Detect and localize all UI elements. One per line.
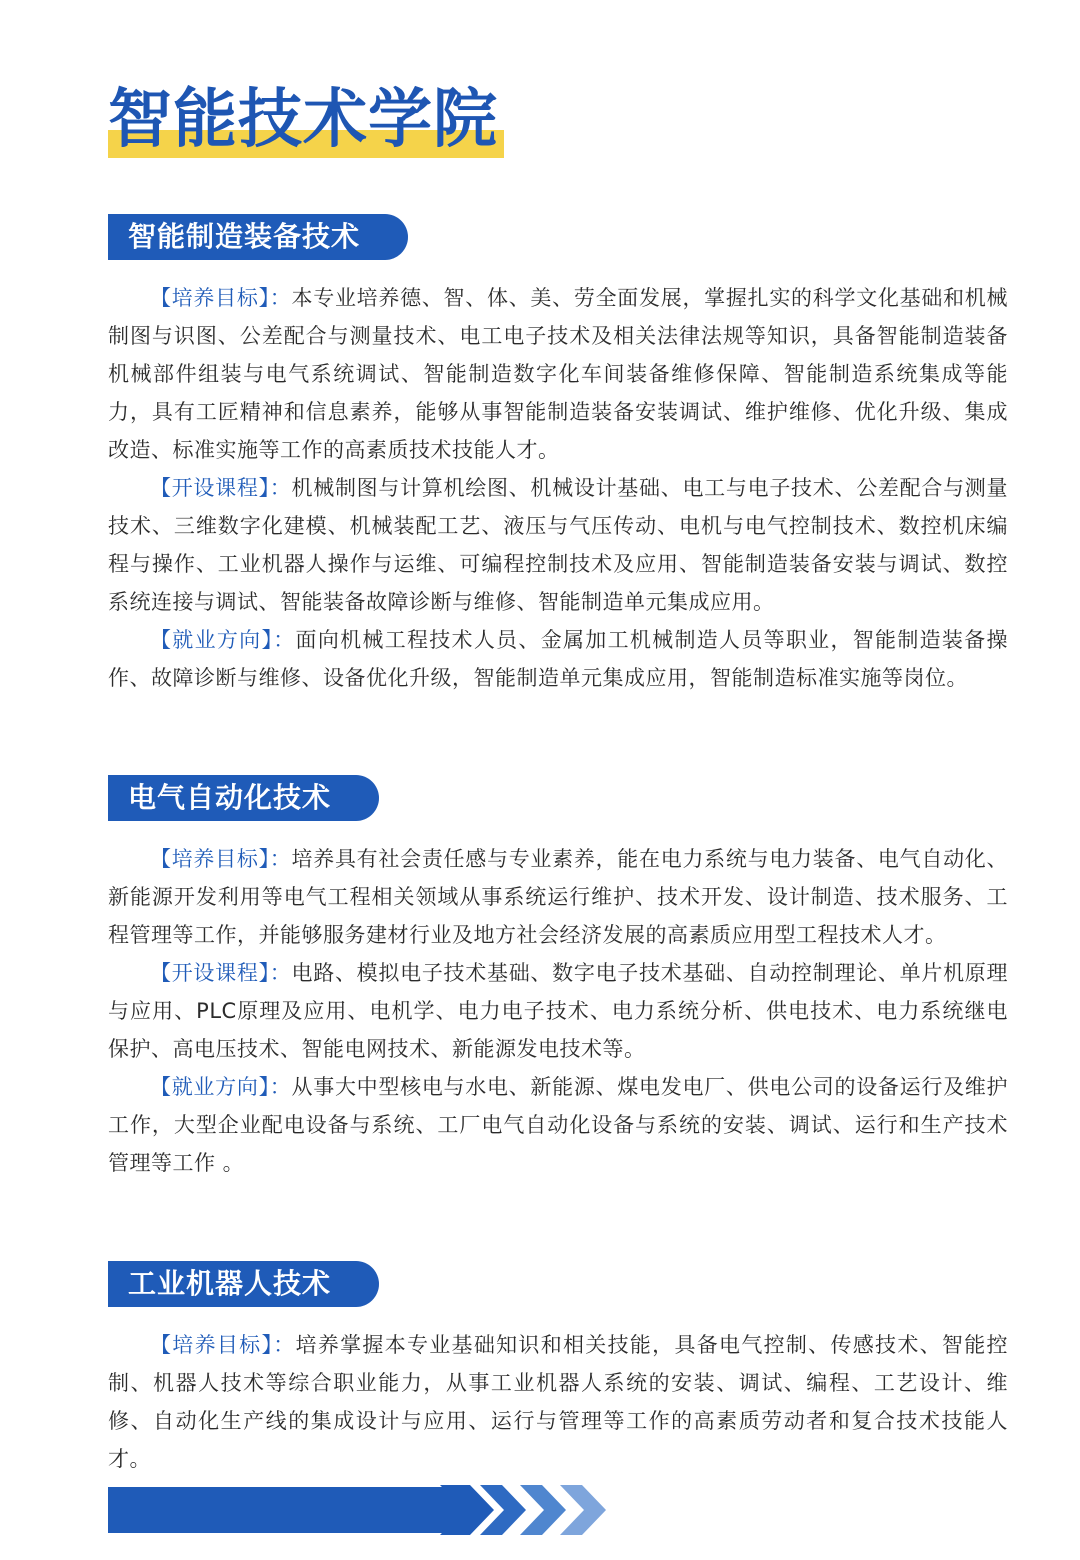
paragraph-text: 培养掌握本专业基础知识和相关技能，具备电气控制、传感技术、智能控制、机器人技术等综合职业能力，从事工业机器人系统的安装、调试、编程、工艺设计、维修、自动化生产线的集成设计与应用、运行与管理等工作的高素质劳动者和复合技术技能人才。 — [108, 1333, 1009, 1471]
paragraph-label: 【开设课程】： — [150, 476, 292, 500]
paragraph-text: 机械制图与计算机绘图、机械设计基础、电工与电子技术、公差配合与测量技术、三维数字化建模、机械装配工艺、液压与气压传动、电机与电气控制技术、数控机床编程与操作、工业机器人操作与运维、可编程控制技术及应用、智能制造装备安装与调试、数控系统连接与调试、智能装备故障诊断与维修、智能制造单元集成应用。 — [108, 476, 1009, 614]
paragraph-careers — [108, 1068, 1008, 1182]
paragraph-courses — [108, 469, 1008, 621]
paragraph-text: 电路、模拟电子技术基础、数字电子技术基础、自动控制理论、单片机原理与应用、PLC原理及应用、电机学、电力电子技术、电力系统分析、供电技术、电力系统继电保护、高电压技术、智能电网技术、新能源发电技术等。 — [108, 961, 1009, 1061]
page-title: 智能技术学院 — [108, 83, 498, 157]
section-intelligent-manufacturing — [108, 214, 1008, 697]
section-body — [108, 840, 1008, 1182]
section-title: 电气自动化技术 — [108, 775, 379, 821]
paragraph-courses — [108, 954, 1008, 1068]
chevron-arrow-icon — [560, 1485, 606, 1535]
paragraph-text: 面向机械工程技术人员、金属加工机械制造人员等职业，智能制造装备操作、故障诊断与维修、设备优化升级，智能制造单元集成应用，智能制造标准实施等岗位。 — [108, 628, 1009, 690]
paragraph-text: 从事大中型核电与水电、新能源、煤电发电厂、供电公司的设备运行及维护工作，大型企业配电设备与系统、工厂电气自动化设备与系统的安装、调试、运行和生产技术管理等工作 。 — [108, 1075, 1009, 1175]
paragraph-label: 【就业方向】： — [150, 628, 296, 652]
section-title: 智能制造装备技术 — [108, 214, 408, 260]
paragraph-text: 本专业培养德、智、体、美、劳全面发展，掌握扎实的科学文化基础和机械制图与识图、公差配合与测量技术、电工电子技术及相关法律法规等知识，具备智能制造装备机械部件组装与电气系统调试、智能制造数字化车间装备维修保障、智能制造系统集成等能力，具有工匠精神和信息素养，能够从事智能制造装备安装调试、维护维修、优化升级、集成改造、标准实施等工作的高素质技术技能人才。 — [108, 286, 1009, 462]
paragraph-label: 【就业方向】： — [150, 1075, 292, 1099]
footer-bar — [108, 1487, 470, 1533]
paragraph-training-goal — [108, 1326, 1008, 1478]
paragraph-label: 【培养目标】： — [150, 1333, 296, 1357]
paragraph-text: 培养具有社会责任感与专业素养，能在电力系统与电力装备、电气自动化、新能源开发利用等电气工程相关领域从事系统运行维护、技术开发、设计制造、技术服务、工程管理等工作，并能够服务建材行业及地方社会经济发展的高素质应用型工程技术人才。 — [108, 847, 1009, 947]
page-title-block — [108, 78, 504, 162]
section-body — [108, 1326, 1008, 1478]
paragraph-training-goal — [108, 279, 1008, 469]
section-industrial-robotics — [108, 1261, 1008, 1478]
paragraph-label: 【培养目标】： — [150, 286, 292, 310]
chevron-arrow-icon — [440, 1485, 494, 1535]
footer-chevron-arrows — [440, 1485, 640, 1535]
paragraph-careers — [108, 621, 1008, 697]
paragraph-label: 【培养目标】： — [150, 847, 292, 871]
section-body — [108, 279, 1008, 697]
section-electrical-automation — [108, 775, 1008, 1182]
chevron-arrow-icon — [520, 1485, 566, 1535]
section-title: 工业机器人技术 — [108, 1261, 379, 1307]
paragraph-training-goal — [108, 840, 1008, 954]
paragraph-label: 【开设课程】： — [150, 961, 292, 985]
